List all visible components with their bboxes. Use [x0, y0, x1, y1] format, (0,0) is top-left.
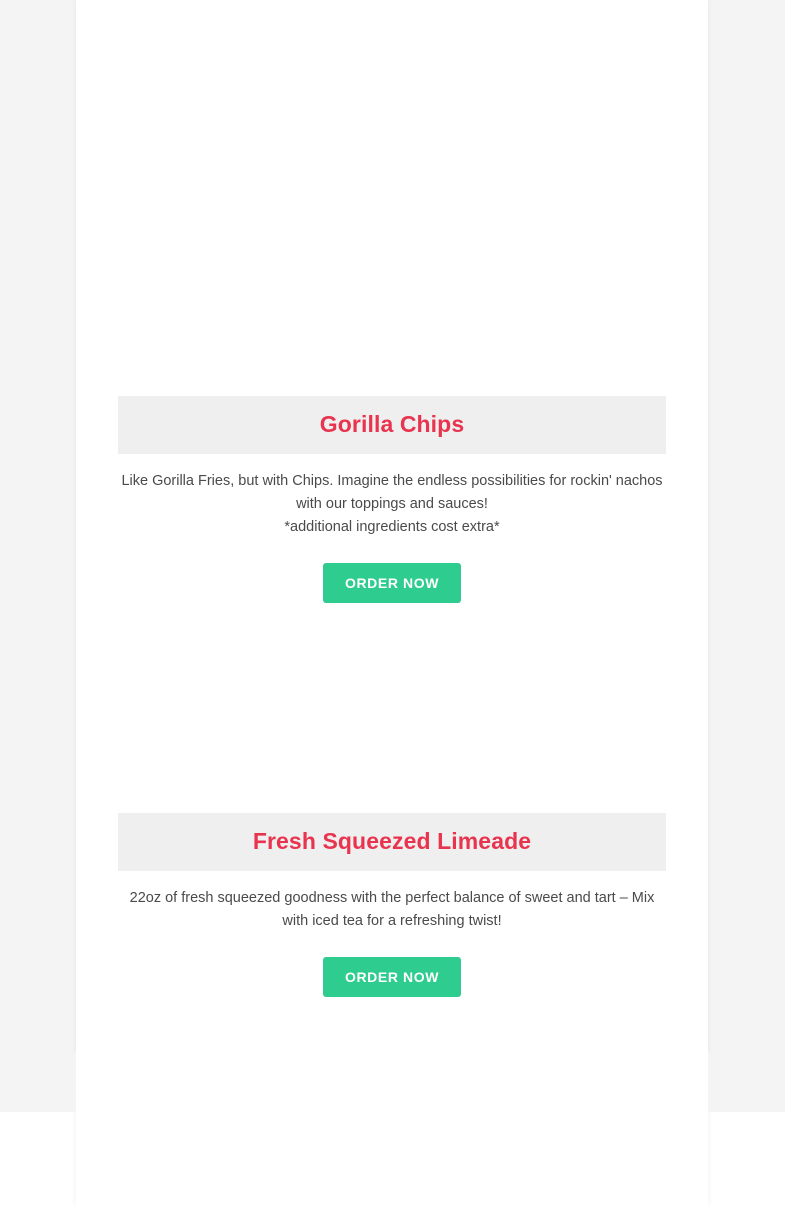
- product-card-fresh-squeezed-limeade: [118, 813, 666, 997]
- page-bottom-strip-inner: [76, 1053, 708, 1112]
- product-title-bar: [118, 813, 666, 871]
- product-action: [118, 933, 666, 997]
- spacer-between-products: [118, 603, 666, 813]
- product-image-gorilla-chips: [118, 0, 666, 396]
- product-description-note: *additional ingredients cost extra*: [284, 519, 500, 535]
- product-description-text: Like Gorilla Fries, but with Chips. Imagine the endless possibilities for rockin' nachos with our toppings and sauces!: [121, 473, 663, 512]
- order-now-button-gorilla-chips[interactable]: ORDER NOW: [323, 563, 461, 603]
- product-title: Fresh Squeezed Limeade: [252, 828, 532, 854]
- product-description: [118, 871, 666, 933]
- page-bottom-strip: [0, 1053, 785, 1112]
- order-now-button-fresh-squeezed-limeade[interactable]: ORDER NOW: [323, 957, 461, 997]
- page-content-column: [76, 0, 708, 1207]
- product-description-text: 22oz of fresh squeezed goodness with the perfect balance of sweet and tart – Mix with iced tea for a refreshing twist!: [129, 890, 655, 929]
- product-list: [118, 0, 666, 1207]
- product-description: [118, 454, 666, 539]
- product-title: Gorilla Chips: [319, 411, 465, 437]
- product-card-gorilla-chips: [118, 0, 666, 603]
- product-action: [118, 539, 666, 603]
- product-title-bar: [118, 396, 666, 454]
